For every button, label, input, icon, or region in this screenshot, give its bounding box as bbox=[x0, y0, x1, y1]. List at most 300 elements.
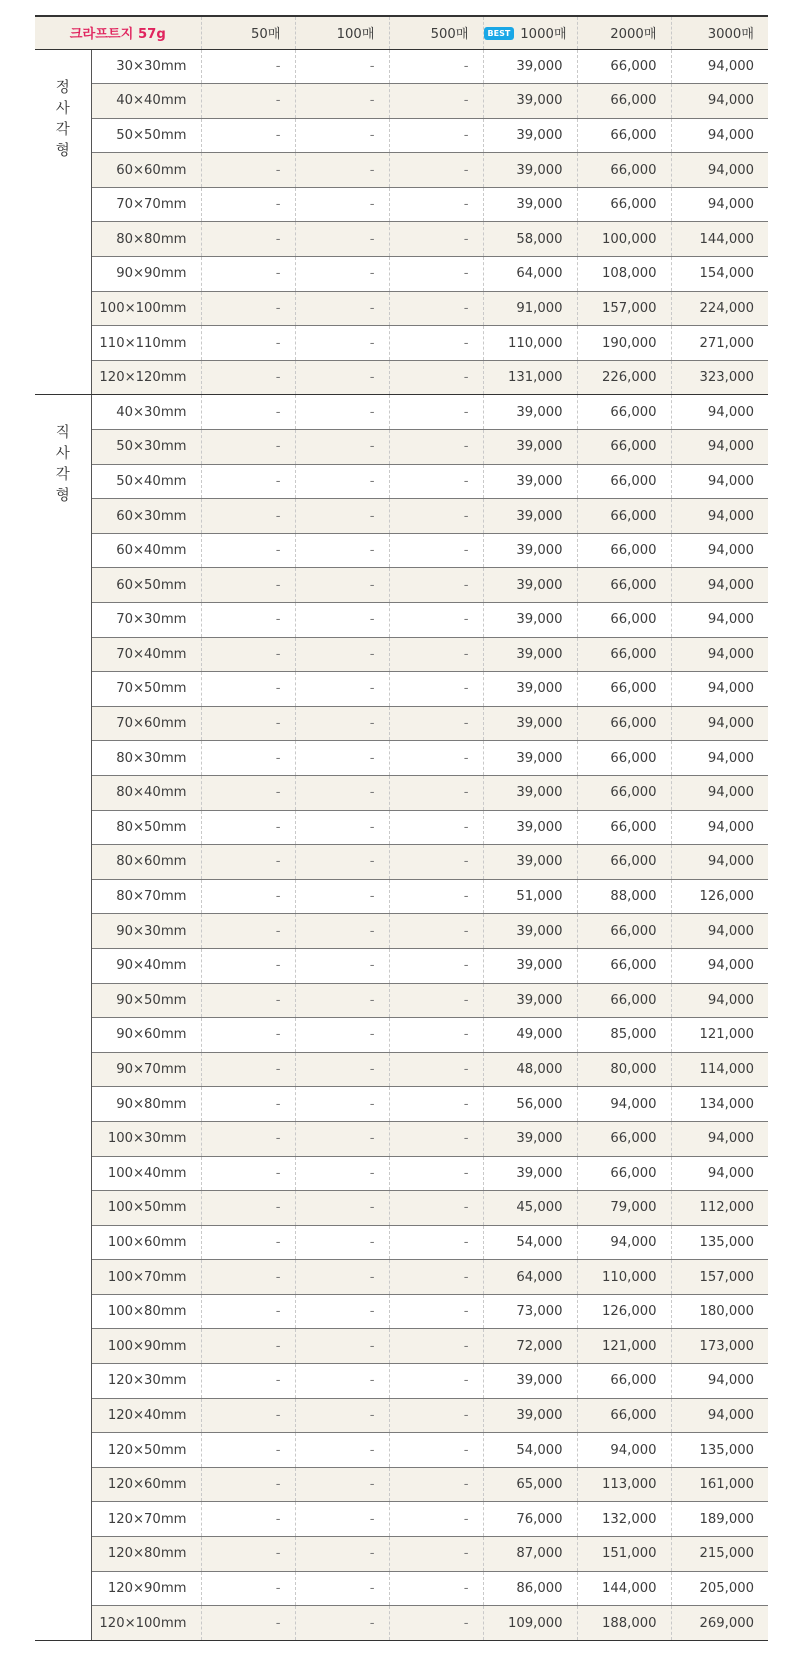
price-cell: 51,000 bbox=[483, 879, 577, 914]
price-cell: 113,000 bbox=[577, 1467, 671, 1502]
price-cell: 39,000 bbox=[483, 741, 577, 776]
price-cell: - bbox=[389, 118, 483, 153]
price-cell: - bbox=[201, 1087, 295, 1122]
price-cell: - bbox=[295, 187, 389, 222]
price-cell: 126,000 bbox=[577, 1294, 671, 1329]
price-cell: 94,000 bbox=[671, 983, 768, 1018]
price-cell: 94,000 bbox=[671, 118, 768, 153]
price-cell: 66,000 bbox=[577, 84, 671, 119]
price-cell: - bbox=[295, 672, 389, 707]
size-cell: 70×40mm bbox=[91, 637, 201, 672]
price-cell: - bbox=[295, 568, 389, 603]
price-cell: - bbox=[201, 395, 295, 430]
size-cell: 120×60mm bbox=[91, 1467, 201, 1502]
price-cell: - bbox=[201, 118, 295, 153]
price-cell: 58,000 bbox=[483, 222, 577, 257]
price-cell: - bbox=[201, 706, 295, 741]
size-cell: 60×30mm bbox=[91, 499, 201, 534]
price-cell: 64,000 bbox=[483, 257, 577, 292]
price-cell: - bbox=[201, 1398, 295, 1433]
price-cell: 85,000 bbox=[577, 1018, 671, 1053]
price-cell: 66,000 bbox=[577, 706, 671, 741]
size-cell: 100×50mm bbox=[91, 1191, 201, 1226]
table-row bbox=[35, 775, 768, 810]
price-cell: - bbox=[295, 983, 389, 1018]
price-cell: - bbox=[389, 1467, 483, 1502]
price-cell: - bbox=[389, 395, 483, 430]
price-cell: - bbox=[295, 948, 389, 983]
price-cell: 39,000 bbox=[483, 118, 577, 153]
price-cell: - bbox=[201, 84, 295, 119]
price-cell: - bbox=[201, 291, 295, 326]
price-cell: 269,000 bbox=[671, 1606, 768, 1641]
price-cell: 39,000 bbox=[483, 533, 577, 568]
price-cell: - bbox=[295, 845, 389, 880]
qty-header-1000-label: 1000매 bbox=[520, 27, 567, 43]
price-cell: 39,000 bbox=[483, 395, 577, 430]
price-cell: - bbox=[295, 603, 389, 638]
size-cell: 70×70mm bbox=[91, 187, 201, 222]
price-cell: - bbox=[201, 948, 295, 983]
qty-header-2000: 2000매 bbox=[577, 16, 671, 49]
table-row bbox=[35, 1329, 768, 1364]
price-cell: 64,000 bbox=[483, 1260, 577, 1295]
price-cell: 94,000 bbox=[671, 741, 768, 776]
size-cell: 110×110mm bbox=[91, 326, 201, 361]
price-cell: 48,000 bbox=[483, 1052, 577, 1087]
price-cell: - bbox=[389, 1225, 483, 1260]
price-cell: - bbox=[201, 879, 295, 914]
size-cell: 30×30mm bbox=[91, 49, 201, 84]
price-cell: - bbox=[201, 222, 295, 257]
price-cell: 108,000 bbox=[577, 257, 671, 292]
price-cell: - bbox=[295, 1398, 389, 1433]
price-cell: 144,000 bbox=[671, 222, 768, 257]
price-cell: 54,000 bbox=[483, 1225, 577, 1260]
table-row bbox=[35, 1433, 768, 1468]
size-cell: 120×50mm bbox=[91, 1433, 201, 1468]
price-cell: - bbox=[295, 775, 389, 810]
price-cell: - bbox=[295, 395, 389, 430]
shape-group-char: 형 bbox=[55, 142, 70, 159]
price-cell: - bbox=[201, 499, 295, 534]
table-row bbox=[35, 741, 768, 776]
price-cell: - bbox=[295, 222, 389, 257]
table-row bbox=[35, 49, 768, 84]
price-cell: - bbox=[201, 1433, 295, 1468]
table-header bbox=[35, 16, 768, 49]
price-cell: 66,000 bbox=[577, 741, 671, 776]
price-cell: - bbox=[201, 1329, 295, 1364]
price-cell: - bbox=[389, 603, 483, 638]
price-cell: 94,000 bbox=[671, 1398, 768, 1433]
price-cell: 79,000 bbox=[577, 1191, 671, 1226]
price-cell: 94,000 bbox=[671, 187, 768, 222]
table-row bbox=[35, 672, 768, 707]
price-cell: - bbox=[295, 1502, 389, 1537]
shape-group-char: 사 bbox=[55, 446, 70, 463]
price-cell: - bbox=[201, 1052, 295, 1087]
price-cell: - bbox=[201, 983, 295, 1018]
price-cell: - bbox=[295, 49, 389, 84]
price-cell: - bbox=[389, 1571, 483, 1606]
size-cell: 120×80mm bbox=[91, 1537, 201, 1572]
price-cell: - bbox=[389, 1156, 483, 1191]
price-cell: 110,000 bbox=[577, 1260, 671, 1295]
table-body bbox=[35, 49, 768, 1640]
table-row bbox=[35, 1606, 768, 1641]
price-cell: - bbox=[389, 1364, 483, 1399]
price-cell: 94,000 bbox=[671, 533, 768, 568]
table-row bbox=[35, 533, 768, 568]
price-cell: 100,000 bbox=[577, 222, 671, 257]
price-cell: 144,000 bbox=[577, 1571, 671, 1606]
price-cell: 39,000 bbox=[483, 568, 577, 603]
price-cell: 66,000 bbox=[577, 118, 671, 153]
price-cell: 205,000 bbox=[671, 1571, 768, 1606]
table-row bbox=[35, 1156, 768, 1191]
price-cell: 65,000 bbox=[483, 1467, 577, 1502]
size-cell: 60×40mm bbox=[91, 533, 201, 568]
size-cell: 100×40mm bbox=[91, 1156, 201, 1191]
size-cell: 90×30mm bbox=[91, 914, 201, 949]
price-cell: 112,000 bbox=[671, 1191, 768, 1226]
price-cell: 66,000 bbox=[577, 810, 671, 845]
price-cell: 94,000 bbox=[671, 775, 768, 810]
price-cell: - bbox=[201, 49, 295, 84]
price-cell: 66,000 bbox=[577, 430, 671, 465]
table-row bbox=[35, 1364, 768, 1399]
table-row bbox=[35, 326, 768, 361]
table-row bbox=[35, 914, 768, 949]
price-cell: 49,000 bbox=[483, 1018, 577, 1053]
shape-group-char: 각 bbox=[55, 121, 70, 138]
table-row bbox=[35, 603, 768, 638]
price-cell: - bbox=[295, 326, 389, 361]
table-row bbox=[35, 1467, 768, 1502]
table-row bbox=[35, 983, 768, 1018]
price-cell: 39,000 bbox=[483, 499, 577, 534]
price-cell: 151,000 bbox=[577, 1537, 671, 1572]
price-cell: - bbox=[389, 430, 483, 465]
price-cell: 86,000 bbox=[483, 1571, 577, 1606]
price-cell: 56,000 bbox=[483, 1087, 577, 1122]
price-cell: 94,000 bbox=[671, 706, 768, 741]
price-cell: 66,000 bbox=[577, 395, 671, 430]
table-row bbox=[35, 948, 768, 983]
table-row bbox=[35, 1052, 768, 1087]
price-cell: - bbox=[295, 1156, 389, 1191]
price-cell: - bbox=[389, 499, 483, 534]
table-row bbox=[35, 291, 768, 326]
price-cell: - bbox=[295, 1467, 389, 1502]
size-cell: 60×60mm bbox=[91, 153, 201, 188]
price-cell: 94,000 bbox=[671, 1364, 768, 1399]
price-cell: - bbox=[201, 1225, 295, 1260]
price-cell: 109,000 bbox=[483, 1606, 577, 1641]
table-row bbox=[35, 810, 768, 845]
price-cell: 39,000 bbox=[483, 1121, 577, 1156]
price-cell: 76,000 bbox=[483, 1502, 577, 1537]
qty-header-500: 500매 bbox=[389, 16, 483, 49]
price-cell: - bbox=[295, 118, 389, 153]
price-cell: - bbox=[389, 983, 483, 1018]
price-cell: 94,000 bbox=[577, 1433, 671, 1468]
table-row bbox=[35, 430, 768, 465]
price-cell: - bbox=[295, 1260, 389, 1295]
price-cell: 66,000 bbox=[577, 153, 671, 188]
price-cell: 190,000 bbox=[577, 326, 671, 361]
size-cell: 90×90mm bbox=[91, 257, 201, 292]
price-cell: - bbox=[295, 1537, 389, 1572]
size-cell: 120×30mm bbox=[91, 1364, 201, 1399]
shape-group-char: 형 bbox=[55, 488, 70, 505]
price-cell: 72,000 bbox=[483, 1329, 577, 1364]
table-row bbox=[35, 118, 768, 153]
price-cell: - bbox=[295, 360, 389, 395]
price-cell: - bbox=[201, 1156, 295, 1191]
price-cell: 39,000 bbox=[483, 948, 577, 983]
size-cell: 70×30mm bbox=[91, 603, 201, 638]
price-cell: - bbox=[389, 1087, 483, 1122]
price-cell: 45,000 bbox=[483, 1191, 577, 1226]
price-cell: - bbox=[201, 1502, 295, 1537]
price-cell: - bbox=[295, 1294, 389, 1329]
table-row bbox=[35, 464, 768, 499]
price-cell: - bbox=[389, 1294, 483, 1329]
price-cell: 66,000 bbox=[577, 1156, 671, 1191]
size-cell: 120×70mm bbox=[91, 1502, 201, 1537]
price-cell: 134,000 bbox=[671, 1087, 768, 1122]
price-cell: 94,000 bbox=[671, 1156, 768, 1191]
price-cell: - bbox=[295, 430, 389, 465]
price-cell: - bbox=[201, 637, 295, 672]
price-cell: 66,000 bbox=[577, 914, 671, 949]
table-row bbox=[35, 187, 768, 222]
price-cell: - bbox=[389, 84, 483, 119]
price-cell: 87,000 bbox=[483, 1537, 577, 1572]
size-cell: 80×60mm bbox=[91, 845, 201, 880]
price-cell: 66,000 bbox=[577, 637, 671, 672]
price-cell: - bbox=[389, 1329, 483, 1364]
price-cell: - bbox=[201, 187, 295, 222]
price-cell: - bbox=[389, 1018, 483, 1053]
table-row bbox=[35, 1018, 768, 1053]
size-cell: 60×50mm bbox=[91, 568, 201, 603]
price-cell: - bbox=[389, 1052, 483, 1087]
price-cell: 323,000 bbox=[671, 360, 768, 395]
price-cell: - bbox=[295, 153, 389, 188]
price-cell: 91,000 bbox=[483, 291, 577, 326]
size-cell: 80×40mm bbox=[91, 775, 201, 810]
table-row bbox=[35, 222, 768, 257]
price-cell: - bbox=[389, 1260, 483, 1295]
price-cell: - bbox=[389, 948, 483, 983]
price-cell: - bbox=[389, 879, 483, 914]
table-row bbox=[35, 395, 768, 430]
price-cell: - bbox=[201, 1121, 295, 1156]
price-cell: - bbox=[389, 360, 483, 395]
table-row bbox=[35, 1260, 768, 1295]
price-cell: - bbox=[389, 326, 483, 361]
price-cell: - bbox=[201, 533, 295, 568]
paper-type-title: 크라프트지 57g bbox=[35, 16, 201, 49]
size-cell: 100×100mm bbox=[91, 291, 201, 326]
price-cell: - bbox=[389, 741, 483, 776]
shape-group-char: 직 bbox=[55, 425, 70, 442]
price-cell: 39,000 bbox=[483, 845, 577, 880]
size-cell: 100×60mm bbox=[91, 1225, 201, 1260]
price-cell: - bbox=[389, 1398, 483, 1433]
price-cell: 39,000 bbox=[483, 637, 577, 672]
size-cell: 40×30mm bbox=[91, 395, 201, 430]
price-cell: - bbox=[389, 1433, 483, 1468]
price-cell: 94,000 bbox=[671, 603, 768, 638]
size-cell: 90×80mm bbox=[91, 1087, 201, 1122]
size-cell: 70×50mm bbox=[91, 672, 201, 707]
price-cell: 135,000 bbox=[671, 1433, 768, 1468]
price-cell: 94,000 bbox=[671, 810, 768, 845]
price-cell: 39,000 bbox=[483, 603, 577, 638]
table-row bbox=[35, 1537, 768, 1572]
size-cell: 80×80mm bbox=[91, 222, 201, 257]
price-cell: - bbox=[295, 1606, 389, 1641]
price-cell: 39,000 bbox=[483, 464, 577, 499]
price-cell: 66,000 bbox=[577, 1121, 671, 1156]
price-cell: 188,000 bbox=[577, 1606, 671, 1641]
price-cell: - bbox=[389, 1606, 483, 1641]
price-cell: - bbox=[389, 291, 483, 326]
table-row bbox=[35, 1571, 768, 1606]
price-table bbox=[35, 15, 768, 1641]
price-cell: - bbox=[389, 775, 483, 810]
price-cell: - bbox=[295, 464, 389, 499]
price-cell: 66,000 bbox=[577, 672, 671, 707]
price-cell: - bbox=[201, 845, 295, 880]
price-cell: - bbox=[201, 153, 295, 188]
price-cell: 110,000 bbox=[483, 326, 577, 361]
price-cell: 88,000 bbox=[577, 879, 671, 914]
table-row bbox=[35, 1294, 768, 1329]
size-cell: 100×80mm bbox=[91, 1294, 201, 1329]
price-cell: 94,000 bbox=[671, 84, 768, 119]
table-row bbox=[35, 84, 768, 119]
table-row bbox=[35, 1191, 768, 1226]
price-cell: 66,000 bbox=[577, 187, 671, 222]
price-cell: - bbox=[295, 1121, 389, 1156]
table-row bbox=[35, 1121, 768, 1156]
price-cell: 180,000 bbox=[671, 1294, 768, 1329]
price-cell: - bbox=[389, 706, 483, 741]
price-cell: 39,000 bbox=[483, 775, 577, 810]
header-row bbox=[35, 16, 768, 49]
price-cell: 121,000 bbox=[671, 1018, 768, 1053]
price-cell: 173,000 bbox=[671, 1329, 768, 1364]
table-row bbox=[35, 1087, 768, 1122]
shape-group-char: 사 bbox=[55, 100, 70, 117]
price-cell: - bbox=[295, 257, 389, 292]
price-cell: - bbox=[201, 775, 295, 810]
price-cell: 80,000 bbox=[577, 1052, 671, 1087]
size-cell: 120×100mm bbox=[91, 1606, 201, 1641]
price-cell: - bbox=[295, 84, 389, 119]
price-cell: - bbox=[389, 1537, 483, 1572]
price-cell: 94,000 bbox=[671, 914, 768, 949]
price-cell: - bbox=[295, 810, 389, 845]
price-cell: - bbox=[295, 741, 389, 776]
size-cell: 50×40mm bbox=[91, 464, 201, 499]
price-cell: - bbox=[389, 222, 483, 257]
price-cell: - bbox=[295, 499, 389, 534]
price-cell: 66,000 bbox=[577, 568, 671, 603]
price-cell: - bbox=[295, 1225, 389, 1260]
price-cell: 73,000 bbox=[483, 1294, 577, 1329]
price-cell: - bbox=[201, 1571, 295, 1606]
price-cell: - bbox=[201, 603, 295, 638]
price-cell: 54,000 bbox=[483, 1433, 577, 1468]
price-cell: - bbox=[295, 1433, 389, 1468]
price-cell: - bbox=[201, 1294, 295, 1329]
price-cell: 39,000 bbox=[483, 914, 577, 949]
price-cell: - bbox=[295, 1052, 389, 1087]
qty-header-100: 100매 bbox=[295, 16, 389, 49]
price-cell: 161,000 bbox=[671, 1467, 768, 1502]
price-cell: 94,000 bbox=[671, 464, 768, 499]
price-cell: 157,000 bbox=[671, 1260, 768, 1295]
price-cell: 94,000 bbox=[671, 430, 768, 465]
size-cell: 40×40mm bbox=[91, 84, 201, 119]
price-cell: - bbox=[201, 1606, 295, 1641]
price-cell: 126,000 bbox=[671, 879, 768, 914]
price-cell: - bbox=[201, 568, 295, 603]
price-cell: 94,000 bbox=[671, 153, 768, 188]
size-cell: 90×60mm bbox=[91, 1018, 201, 1053]
price-cell: 271,000 bbox=[671, 326, 768, 361]
table-row bbox=[35, 1225, 768, 1260]
price-cell: 131,000 bbox=[483, 360, 577, 395]
price-cell: 66,000 bbox=[577, 948, 671, 983]
shape-group-char: 각 bbox=[55, 467, 70, 484]
price-cell: 39,000 bbox=[483, 153, 577, 188]
size-cell: 80×50mm bbox=[91, 810, 201, 845]
price-cell: 39,000 bbox=[483, 706, 577, 741]
price-cell: - bbox=[201, 1467, 295, 1502]
price-cell: 132,000 bbox=[577, 1502, 671, 1537]
price-cell: 39,000 bbox=[483, 1364, 577, 1399]
price-cell: - bbox=[389, 153, 483, 188]
price-cell: 39,000 bbox=[483, 84, 577, 119]
price-cell: - bbox=[389, 672, 483, 707]
size-cell: 120×120mm bbox=[91, 360, 201, 395]
price-cell: 94,000 bbox=[671, 672, 768, 707]
qty-header-3000: 3000매 bbox=[671, 16, 768, 49]
table-row bbox=[35, 637, 768, 672]
price-cell: 66,000 bbox=[577, 533, 671, 568]
price-cell: 39,000 bbox=[483, 187, 577, 222]
size-cell: 100×90mm bbox=[91, 1329, 201, 1364]
table-row bbox=[35, 499, 768, 534]
qty-header-50: 50매 bbox=[201, 16, 295, 49]
price-cell: 66,000 bbox=[577, 49, 671, 84]
size-cell: 80×30mm bbox=[91, 741, 201, 776]
price-cell: - bbox=[201, 1364, 295, 1399]
price-cell: - bbox=[389, 845, 483, 880]
shape-group-char: 정 bbox=[55, 79, 70, 96]
price-cell: - bbox=[201, 810, 295, 845]
price-cell: - bbox=[295, 1018, 389, 1053]
price-cell: 39,000 bbox=[483, 1156, 577, 1191]
size-cell: 100×30mm bbox=[91, 1121, 201, 1156]
